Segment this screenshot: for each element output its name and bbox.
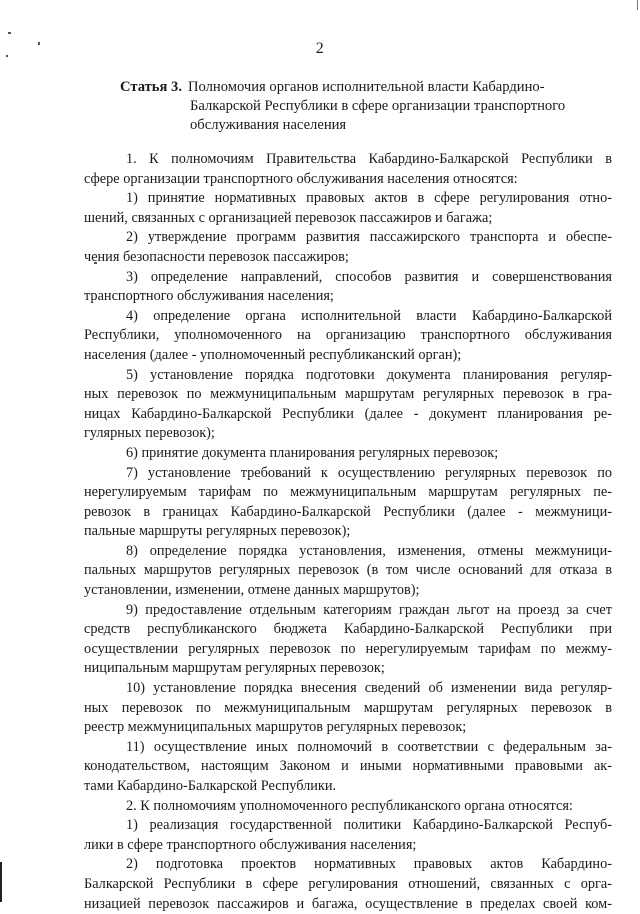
body-line: ниципальным маршрутам регулярных перевозок; [84,660,385,677]
article-title-line: обслуживания населения [190,117,347,133]
body-line: нерегулируемым тарифам по межмуниципальным маршрутам регулярных пе- [84,484,612,501]
body-line: пальные маршруты регулярных перевозок); [84,523,351,540]
body-line: 2) подготовка проектов нормативных правовых актов Кабардино- [126,856,612,873]
body-line: 10) установление порядка внесения сведений об изменении вида регуляр- [126,680,612,697]
body-line: 9) предоставление отдельным категориям граждан льгот на проезд за счет [126,601,612,618]
body-line: пальных маршрутов регулярных перевозок (в том числе оснований для отказа в [84,562,612,579]
body-line: 2) утверждение программ развития пассажирского транспорта и обеспе- [126,229,612,246]
body-line: населения (далее - уполномоченный республиканский орган); [84,346,462,363]
body-line: лики в сфере транспортного обслуживания населения; [84,836,417,853]
body-line: 1) принятие нормативных правовых актов в сфере регулирования отно- [126,190,612,207]
body-line: 4) определение органа исполнительной власти Кабардино-Балкарской [126,307,612,324]
body-line: Балкарской Республики в сфере регулирования отношений, связанных с орга- [84,875,612,892]
body-line: средств республиканского бюджета Кабардино-Балкарской Республики при [84,621,612,638]
body-line: гулярных перевозок); [84,425,215,442]
body-line: низацией перевозок пассажиров и багажа, осуществление в пределах своей ком- [84,895,612,912]
body-line: осуществлении регулярных перевозок по нерегулируемым тарифам по межму- [84,640,612,657]
body-line: 1. К полномочиям Правительства Кабардино-Балкарской Республики в [126,151,612,167]
body-line: 5) установление порядка подготовки документа планирования регуляр- [126,366,612,383]
body-line: чения безопасности перевозок пассажиров; [84,248,349,265]
body-line: 2. К полномочиям уполномоченного республиканского органа относятся: [126,797,573,814]
body-line: ных перевозок по межмуниципальным маршрутам регулярных перевозок в [84,699,612,716]
body-line: установлении, изменении, отмене данных маршрутов); [84,582,420,599]
article-label: Статья 3. [120,79,182,95]
article-title-line: Балкарской Республики в сфере организации транспортного [190,98,566,114]
body-line: 3) определение направлений, способов развития и совершенствования [126,268,612,285]
body-line: Республики, уполномоченного на организацию транспортного обслуживания [84,327,612,344]
body-line: ницах Кабардино-Балкарской Республики (далее - документ планирования ре- [84,405,612,422]
body-line: 8) определение порядка установления, изменения, отмены межмуници- [126,542,612,559]
article-title-line: Полномочия органов исполнительной власти Кабардино- [188,79,545,95]
scan-edge-line [0,862,2,902]
body-line: ных перевозок по межмуниципальным маршрутам регулярных перевозок в гра- [84,386,612,403]
article-heading [120,78,590,135]
body-line: 11) осуществление иных полномочий в соответствии с федеральным за- [126,738,612,755]
body-line: конодательством, настоящим Законом и иными нормативными правовыми ак- [84,758,612,775]
body-line: 7) установление требований к осуществлению регулярных перевозок по [126,464,612,481]
body-line: ревозок в границах Кабардино-Балкарской Республики (далее - межмуници- [84,503,612,520]
body-line: транспортного обслуживания населения; [84,288,334,305]
body-line: шений, связанных с организацией перевозок пассажиров и багажа; [84,209,493,226]
body-line: реестр межмуниципальных маршрутов регулярных перевозок; [84,719,467,736]
scan-edge-mark [637,0,638,10]
body-line: сфере организации транспортного обслуживания населения относятся: [84,170,518,187]
body-line: 6) принятие документа планирования регулярных перевозок; [126,444,499,461]
article-body [84,150,612,914]
scan-speck [8,32,11,34]
page-number: 2 [315,40,325,57]
body-line: тами Кабардино-Балкарской Республики. [84,778,337,794]
body-line: 1) реализация государственной политики Кабардино-Балкарской Респуб- [126,817,612,834]
